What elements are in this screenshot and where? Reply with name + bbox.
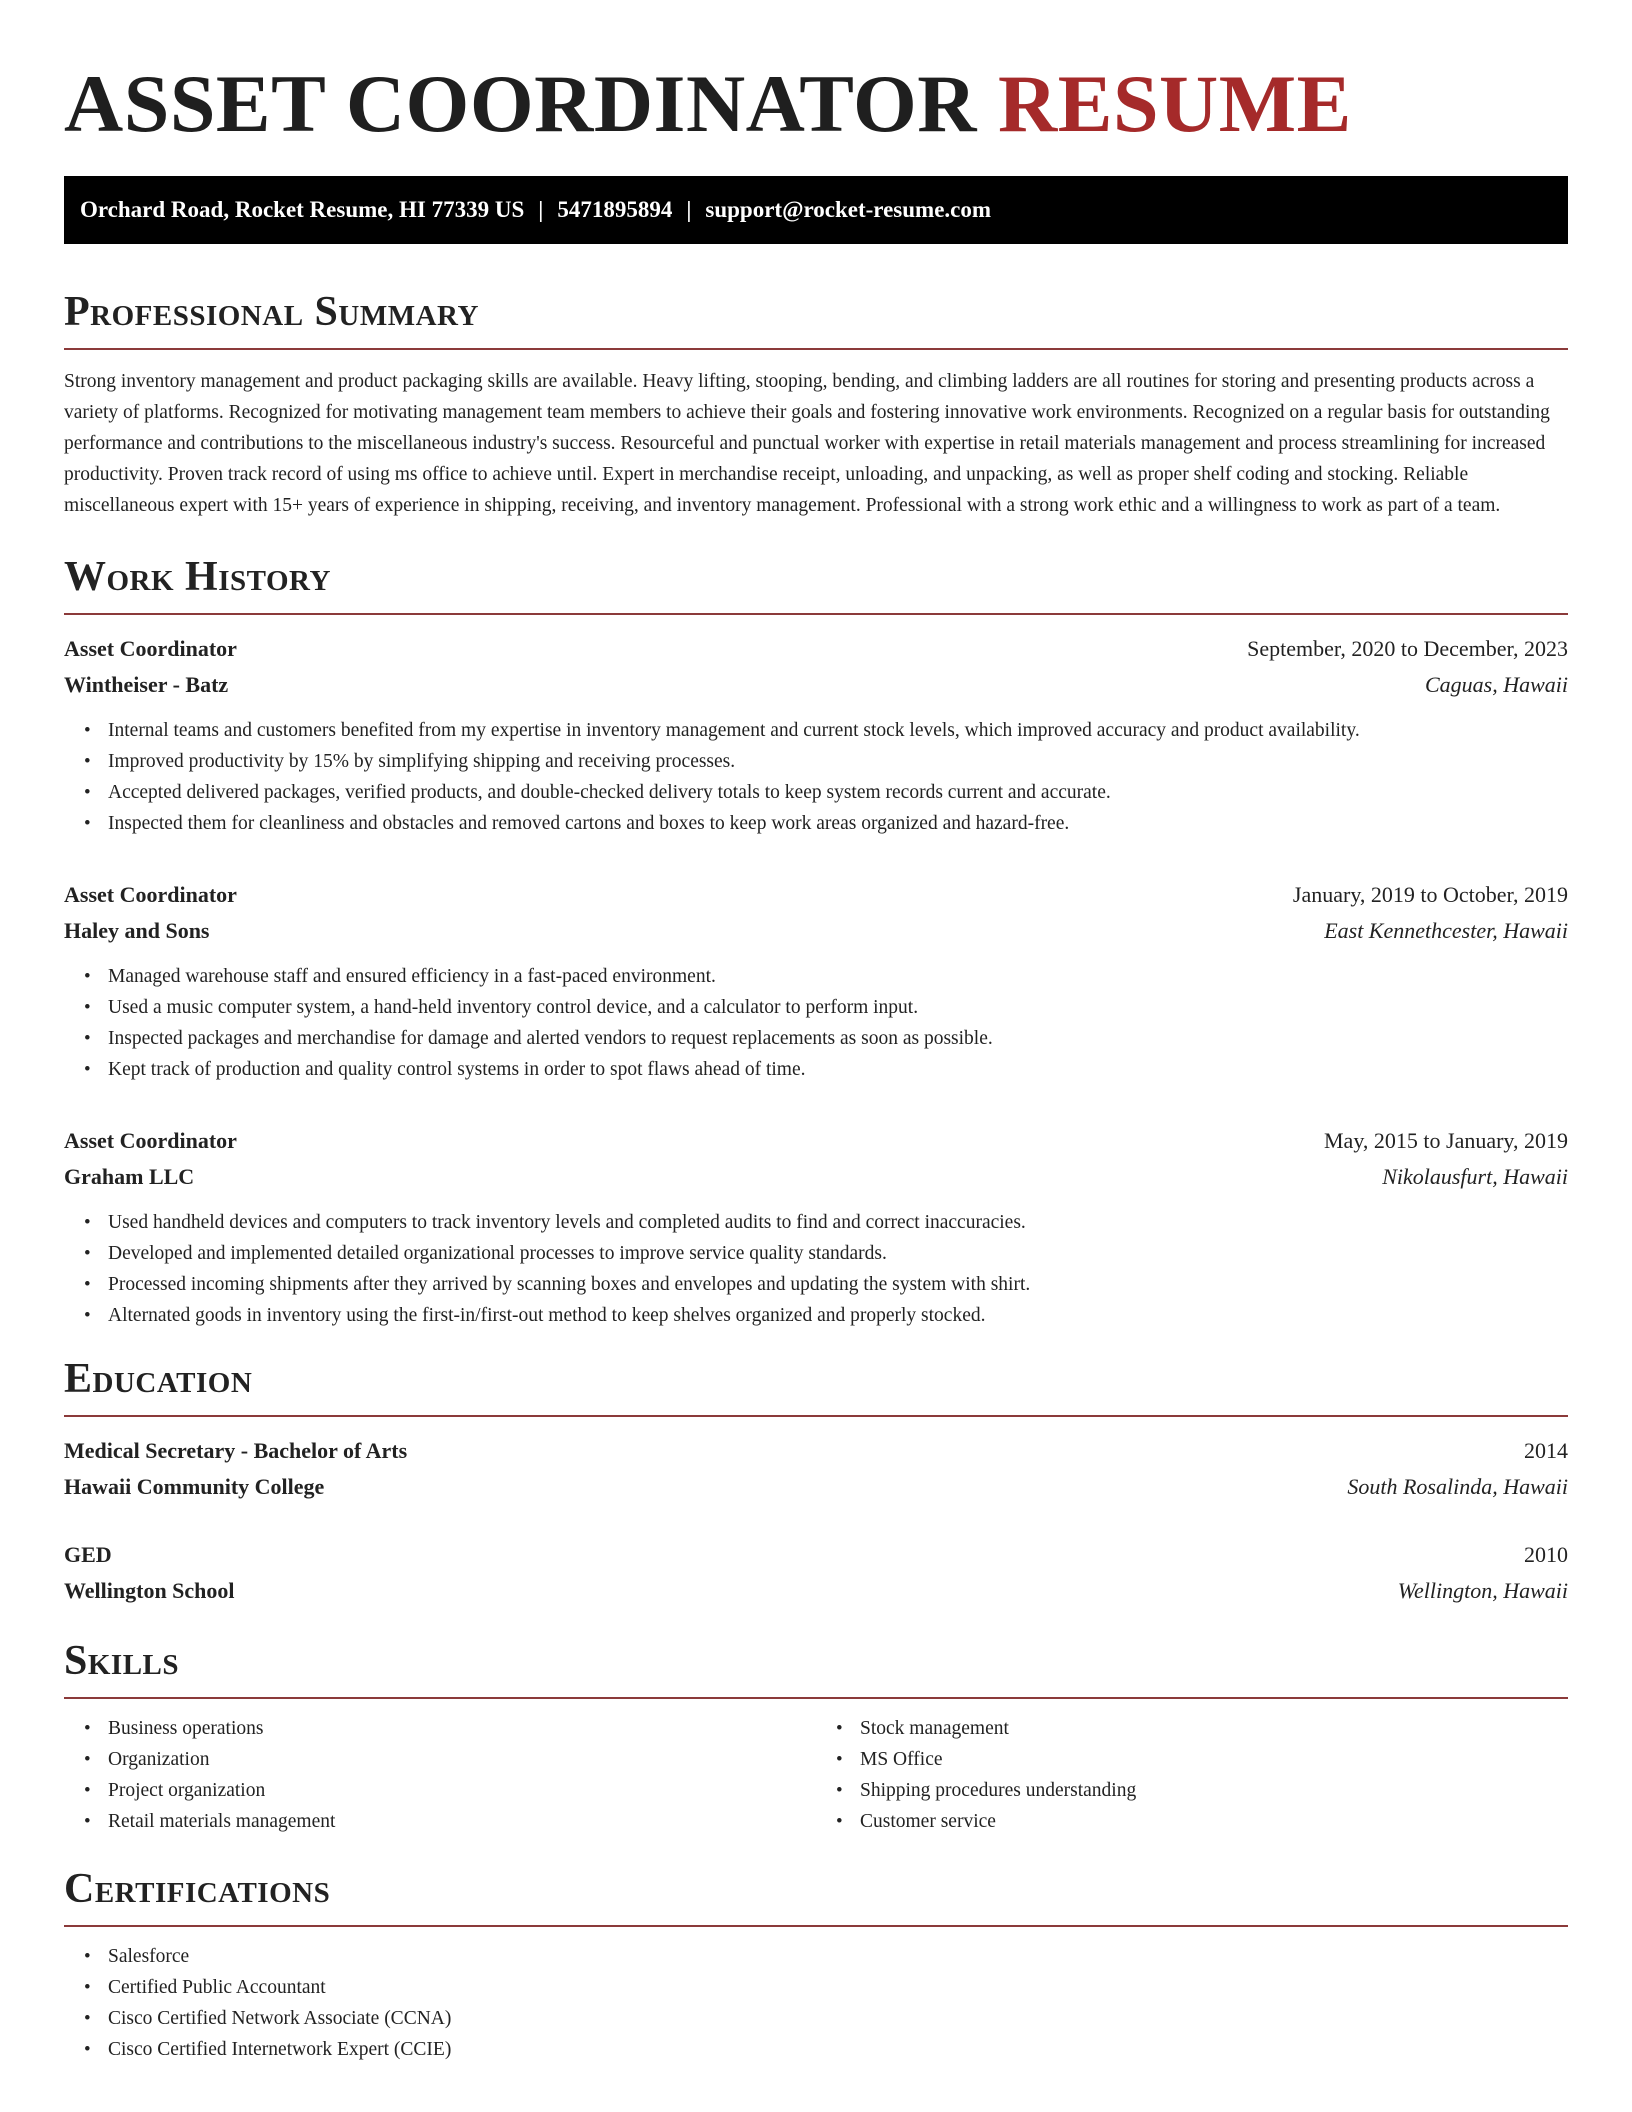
certification-item: • Cisco Certified Internetwork Expert (CCIE) [108,2034,1568,2065]
education-entry [64,1537,1568,1609]
skill-item: • Stock management [860,1713,1568,1744]
summary-heading: Professional Summary [64,289,479,335]
education-section [64,1353,1568,1609]
education-year: 2010 [1524,1542,1568,1567]
summary-section [64,286,1568,521]
certifications-section [64,1863,1568,2065]
certification-item: • Salesforce [108,1941,1568,1972]
job-dates: May, 2015 to January, 2019 [1324,1128,1568,1153]
resume-title [64,0,1568,156]
job-bullet: • Alternated goods in inventory using the first-in/first-out method to keep shelves organized and properly stocked. [108,1300,1568,1331]
skill-item: • Business operations [108,1713,816,1744]
skills-heading: Skills [64,1638,180,1684]
job-bullet: • Used handheld devices and computers to track inventory levels and completed audits to find and correct inaccuracies. [108,1207,1568,1238]
section-divider [64,1697,1568,1699]
job-header-row [64,1123,1568,1159]
job-company: Graham LLC [64,1164,195,1189]
certifications-heading: Certifications [64,1866,331,1912]
education-location: Wellington, Hawaii [1397,1578,1568,1603]
job-bullet: • Developed and implemented detailed organizational processes to improve service quality standards. [108,1238,1568,1269]
job-bullets [64,1207,1568,1331]
job-location: East Kennethcester, Hawaii [1324,918,1568,943]
work-history-section [64,551,1568,1331]
section-divider [64,348,1568,350]
job-bullet: • Improved productivity by 15% by simplifying shipping and receiving processes. [108,746,1568,777]
section-divider [64,1925,1568,1927]
resume-content [64,0,1568,2065]
certification-item: • Certified Public Accountant [108,1972,1568,2003]
job-title: Asset Coordinator [64,1128,237,1153]
skills-section [64,1635,1568,1837]
title-main: ASSET COORDINATOR [64,58,978,149]
title-accent: RESUME [998,58,1352,149]
job-bullet: • Used a music computer system, a hand-held inventory control device, and a calculator to perform input. [108,992,1568,1023]
education-school: Hawaii Community College [64,1474,325,1499]
job-header-row [64,631,1568,667]
skill-item: • Organization [108,1744,816,1775]
job-company: Wintheiser - Batz [64,672,229,697]
job-bullet: • Kept track of production and quality control systems in order to spot flaws ahead of time. [108,1054,1568,1085]
education-location: South Rosalinda, Hawaii [1347,1474,1568,1499]
job-entry [64,631,1568,839]
education-school: Wellington School [64,1578,235,1603]
job-bullet: • Inspected packages and merchandise for damage and alerted vendors to request replacements as soon as possible. [108,1023,1568,1054]
education-degree-row [64,1537,1568,1573]
job-company-row [64,913,1568,949]
job-location: Nikolausfurt, Hawaii [1382,1164,1568,1189]
contact-separator: | [538,197,544,222]
job-location: Caguas, Hawaii [1424,672,1568,697]
contact-separator: | [686,197,692,222]
job-dates: September, 2020 to December, 2023 [1247,636,1568,661]
education-school-row [64,1469,1568,1505]
skill-item: • Customer service [860,1806,1568,1837]
education-school-row [64,1573,1568,1609]
education-degree: GED [64,1542,112,1567]
job-bullet: • Internal teams and customers benefited from my expertise in inventory management and current stock levels, which improved accuracy and product availability. [108,715,1568,746]
work-history-heading: Work History [64,554,331,600]
education-degree: Medical Secretary - Bachelor of Arts [64,1438,408,1463]
skill-item: • Project organization [108,1775,816,1806]
education-degree-row [64,1433,1568,1469]
job-dates: January, 2019 to October, 2019 [1292,882,1568,907]
job-bullet: • Processed incoming shipments after they arrived by scanning boxes and envelopes and updating the system with shirt. [108,1269,1568,1300]
skills-grid [64,1713,1568,1837]
skills-list-right [816,1713,1568,1837]
skills-list-left [64,1713,816,1837]
job-bullets [64,715,1568,839]
section-divider [64,1415,1568,1417]
section-divider [64,613,1568,615]
skill-item: • MS Office [860,1744,1568,1775]
job-bullet: • Accepted delivered packages, verified products, and double-checked delivery totals to keep system records current and accurate. [108,777,1568,808]
job-title: Asset Coordinator [64,882,237,907]
certification-item: • Cisco Certified Network Associate (CCNA) [108,2003,1568,2034]
job-company-row [64,1159,1568,1195]
job-entry [64,1123,1568,1331]
job-bullets [64,961,1568,1085]
job-header-row [64,877,1568,913]
contact-address: Orchard Road, Rocket Resume, HI 77339 US [80,197,525,222]
contact-email: support@rocket-resume.com [705,197,992,222]
job-bullet: • Managed warehouse staff and ensured efficiency in a fast-paced environment. [108,961,1568,992]
summary-text: Strong inventory management and product packaging skills are available. Heavy lifting, stooping, bending, and climbing ladders are all routines for storing and presenting products across a variety of platforms. Recognized for motivating management team members to achieve their goals and fostering innovative work environments. Recognized on a regular basis for outstanding performance and contributions to the miscellaneous industry's success. Resourceful and punctual worker with expertise in retail materials management and process streamlining for increased productivity. Proven track record of using ms office to achieve until. Expert in merchandise receipt, unloading, and unpacking, as well as proper shelf coding and stocking. Reliable miscellaneous expert with 15+ years of experience in shipping, receiving, and inventory management. Professional with a strong work ethic and a willingness to work as part of a team. [64,371,1550,516]
skill-item: • Shipping procedures understanding [860,1775,1568,1806]
education-heading: Education [64,1356,253,1402]
job-bullet: • Inspected them for cleanliness and obstacles and removed cartons and boxes to keep work areas organized and hazard-free. [108,808,1568,839]
skill-item: • Retail materials management [108,1806,816,1837]
job-title: Asset Coordinator [64,636,237,661]
contact-phone: 5471895894 [557,197,673,222]
job-entry [64,877,1568,1085]
education-year: 2014 [1524,1438,1568,1463]
education-entry [64,1433,1568,1505]
job-company-row [64,667,1568,703]
certifications-list [64,1941,1568,2065]
job-company: Haley and Sons [64,918,210,943]
contact-bar [64,176,1568,244]
